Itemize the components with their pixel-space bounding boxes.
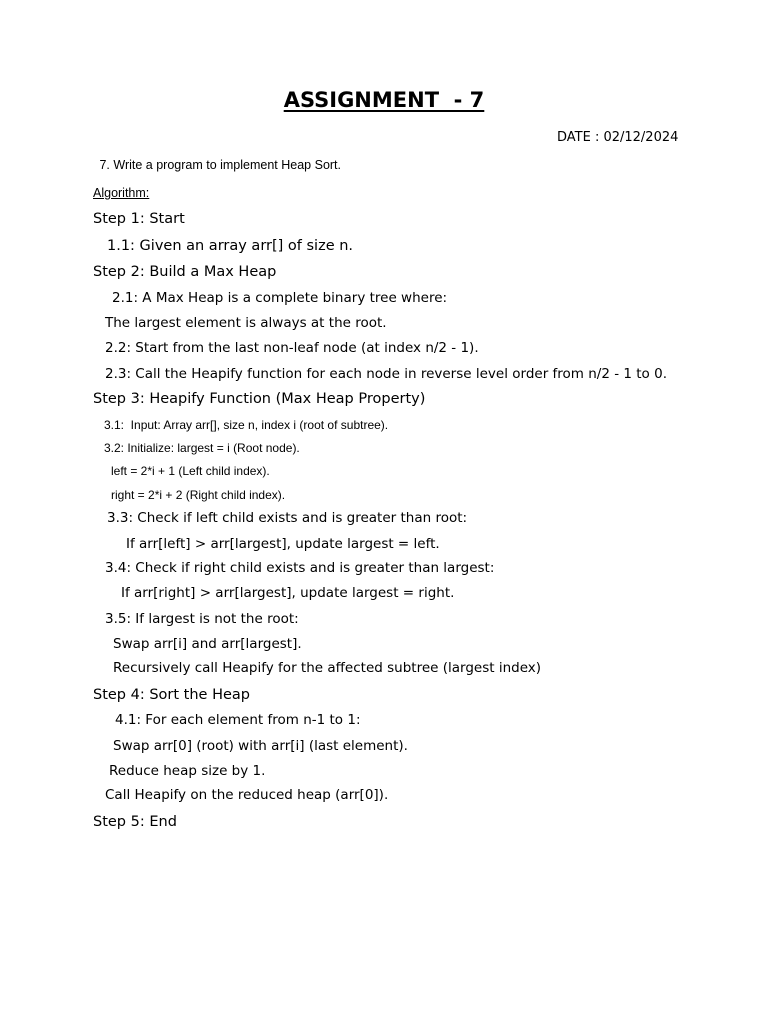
- step-4-1: 4.1: For each element from n-1 to 1:: [115, 712, 361, 728]
- step-1-heading: Step 1: Start: [93, 211, 185, 227]
- step-3-2: 3.2: Initialize: largest = i (Root node).: [104, 441, 300, 455]
- step-3-4: 3.4: Check if right child exists and is greater than largest:: [105, 560, 495, 576]
- step-4-1-reduce: Reduce heap size by 1.: [109, 763, 266, 779]
- step-4-1-heapify: Call Heapify on the reduced heap (arr[0]).: [105, 787, 389, 803]
- step-3-3: 3.3: Check if left child exists and is greater than root:: [107, 510, 468, 526]
- step-3-5-swap: Swap arr[i] and arr[largest].: [113, 636, 302, 652]
- page-title: ASSIGNMENT - 7: [283, 88, 485, 112]
- step-3-4-detail: If arr[right] > arr[largest], update largest = right.: [121, 585, 455, 601]
- question-text: 7. Write a program to implement Heap Sort.: [96, 158, 342, 172]
- step-2-1-detail: The largest element is always at the root.: [105, 315, 387, 331]
- step-3-heading: Step 3: Heapify Function (Max Heap Property): [93, 391, 426, 407]
- step-1-1: 1.1: Given an array arr[] of size n.: [107, 238, 354, 254]
- step-2-3: 2.3: Call the Heapify function for each node in reverse level order from n/2 - 1 to 0.: [105, 366, 667, 382]
- step-2-heading: Step 2: Build a Max Heap: [93, 264, 277, 280]
- step-2-2: 2.2: Start from the last non-leaf node (at index n/2 - 1).: [105, 340, 479, 356]
- step-5-heading: Step 5: End: [93, 814, 177, 830]
- date-label: DATE : 02/12/2024: [557, 130, 679, 145]
- step-3-5: 3.5: If largest is not the root:: [105, 611, 299, 627]
- step-4-heading: Step 4: Sort the Heap: [93, 687, 250, 703]
- algorithm-heading: Algorithm:: [93, 186, 150, 200]
- step-3-2-left: left = 2*i + 1 (Left child index).: [111, 464, 270, 478]
- step-2-1: 2.1: A Max Heap is a complete binary tree where:: [112, 290, 448, 306]
- step-3-5-recurse: Recursively call Heapify for the affected subtree (largest index): [113, 660, 542, 676]
- step-3-1: 3.1: Input: Array arr[], size n, index i (root of subtree).: [104, 418, 389, 432]
- step-3-3-detail: If arr[left] > arr[largest], update largest = left.: [126, 536, 440, 552]
- step-4-1-swap: Swap arr[0] (root) with arr[i] (last element).: [113, 738, 408, 754]
- step-3-2-right: right = 2*i + 2 (Right child index).: [111, 488, 286, 502]
